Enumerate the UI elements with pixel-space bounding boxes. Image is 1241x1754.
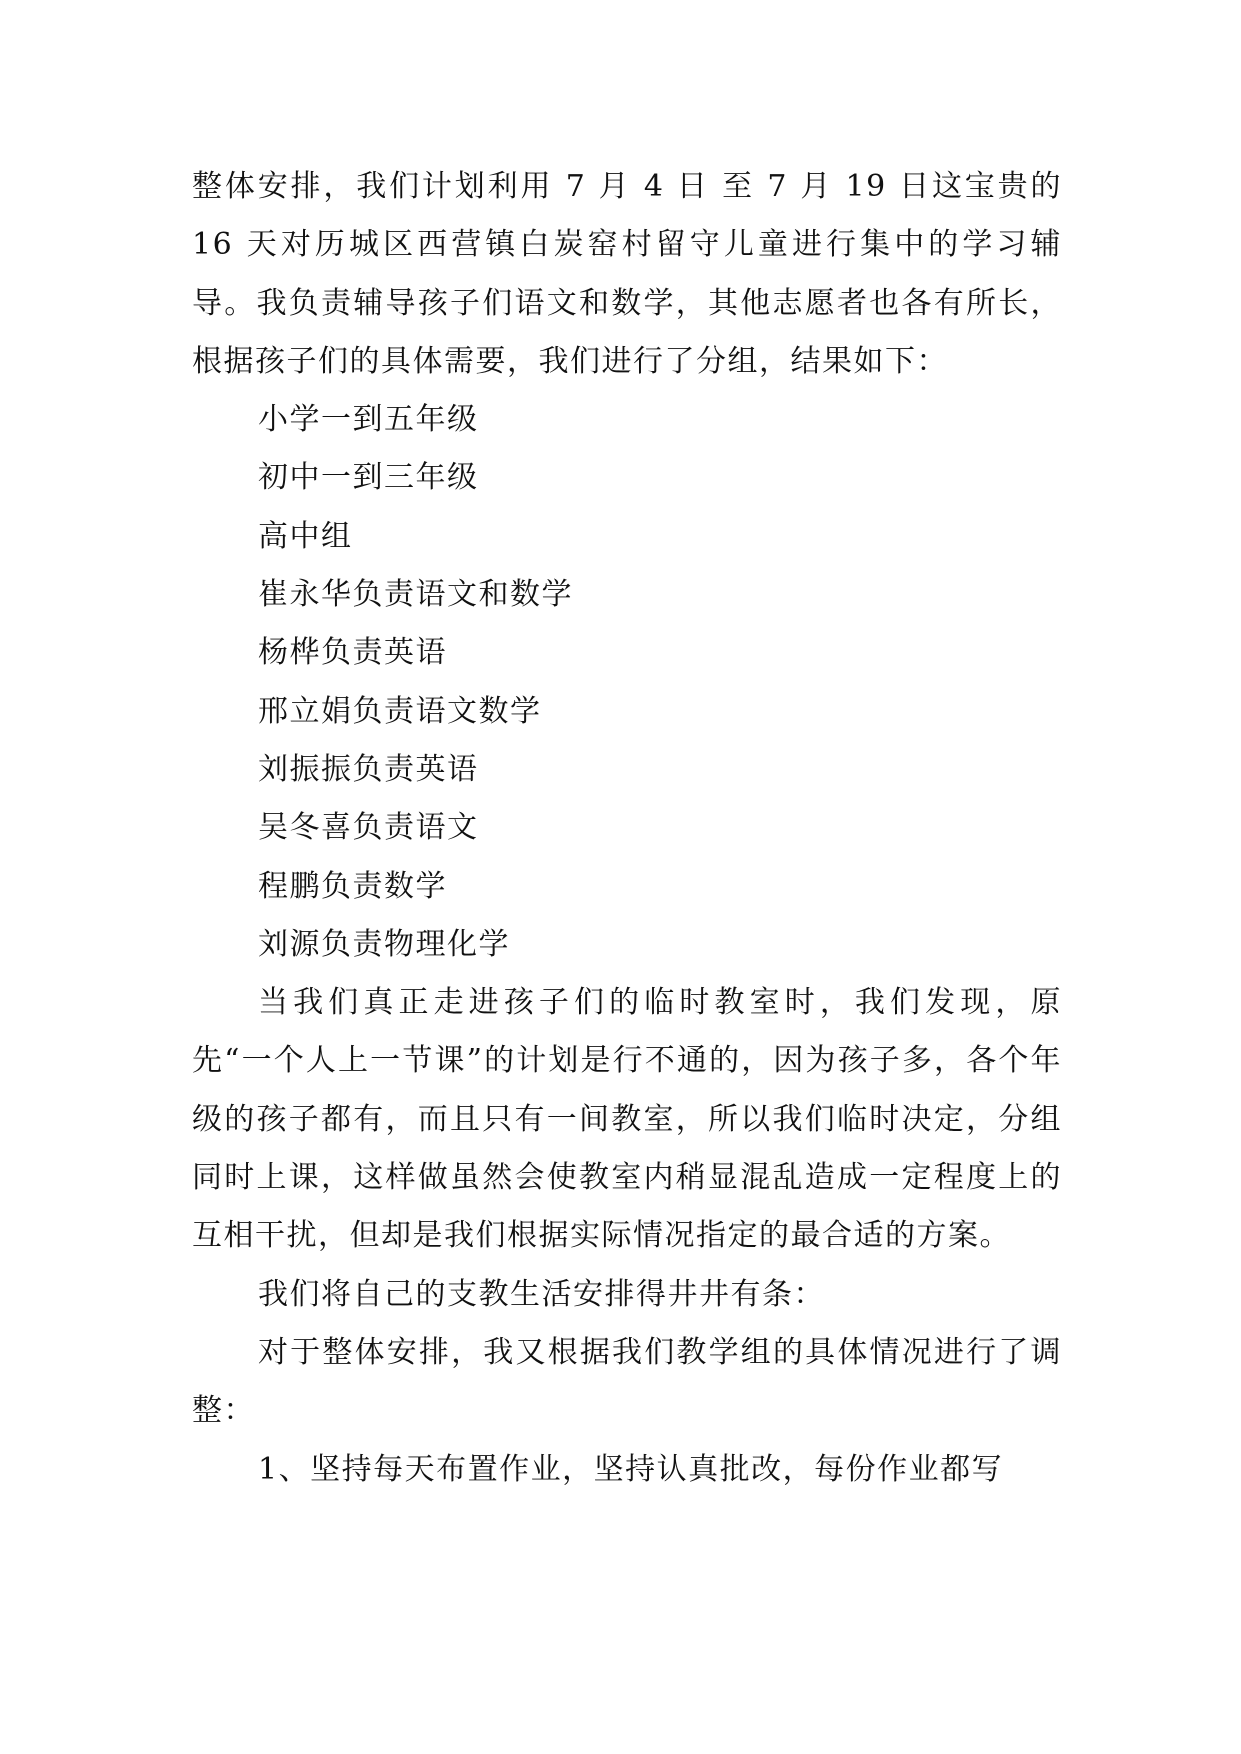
group-line-2: 初中一到三年级 [258, 460, 479, 496]
group-line-6: 邢立娟负责语文数学 [258, 693, 542, 729]
group-line-3: 高中组 [258, 518, 353, 554]
intro-paragraph: 整体安排，我们计划利用 7 月 4 日 至 7 月 19 日这宝贵的 16 天对历城区西营镇白炭窑村留守儿童进行集中的学习辅导。我负责辅导孩子们语文和数学，其他志愿者也各有所长，根据孩子们的具体需要，我们进行了分组，结果如下： [192, 169, 1062, 379]
group-line-8: 吴冬喜负责语文 [258, 810, 479, 846]
group-line-9: 程鹏负责数学 [258, 868, 447, 904]
group-line-10: 刘源负责物理化学 [258, 926, 510, 962]
group-line-5: 杨桦负责英语 [258, 635, 447, 671]
group-line-4: 崔永华负责语文和数学 [258, 577, 573, 613]
life-paragraph: 我们将自己的支教生活安排得井井有条： [258, 1276, 825, 1312]
adjust-paragraph: 对于整体安排，我又根据我们教学组的具体情况进行了调整： [192, 1334, 1062, 1429]
group-line-1: 小学一到五年级 [258, 402, 479, 438]
group-line-7: 刘振振负责英语 [258, 751, 479, 787]
document-body [192, 158, 1062, 1499]
classroom-paragraph: 当我们真正走进孩子们的临时教室时，我们发现，原先“一个人上一节课”的计划是行不通的，因为孩子多，各个年级的孩子都有，而且只有一间教室，所以我们临时决定，分组同时上课，这样做虽然会使教室内稍显混乱造成一定程度上的互相干扰，但却是我们根据实际情况指定的最合适的方案。 [192, 985, 1062, 1254]
item-1-paragraph: 1、坚持每天布置作业，坚持认真批改，每份作业都写 [258, 1451, 1004, 1487]
